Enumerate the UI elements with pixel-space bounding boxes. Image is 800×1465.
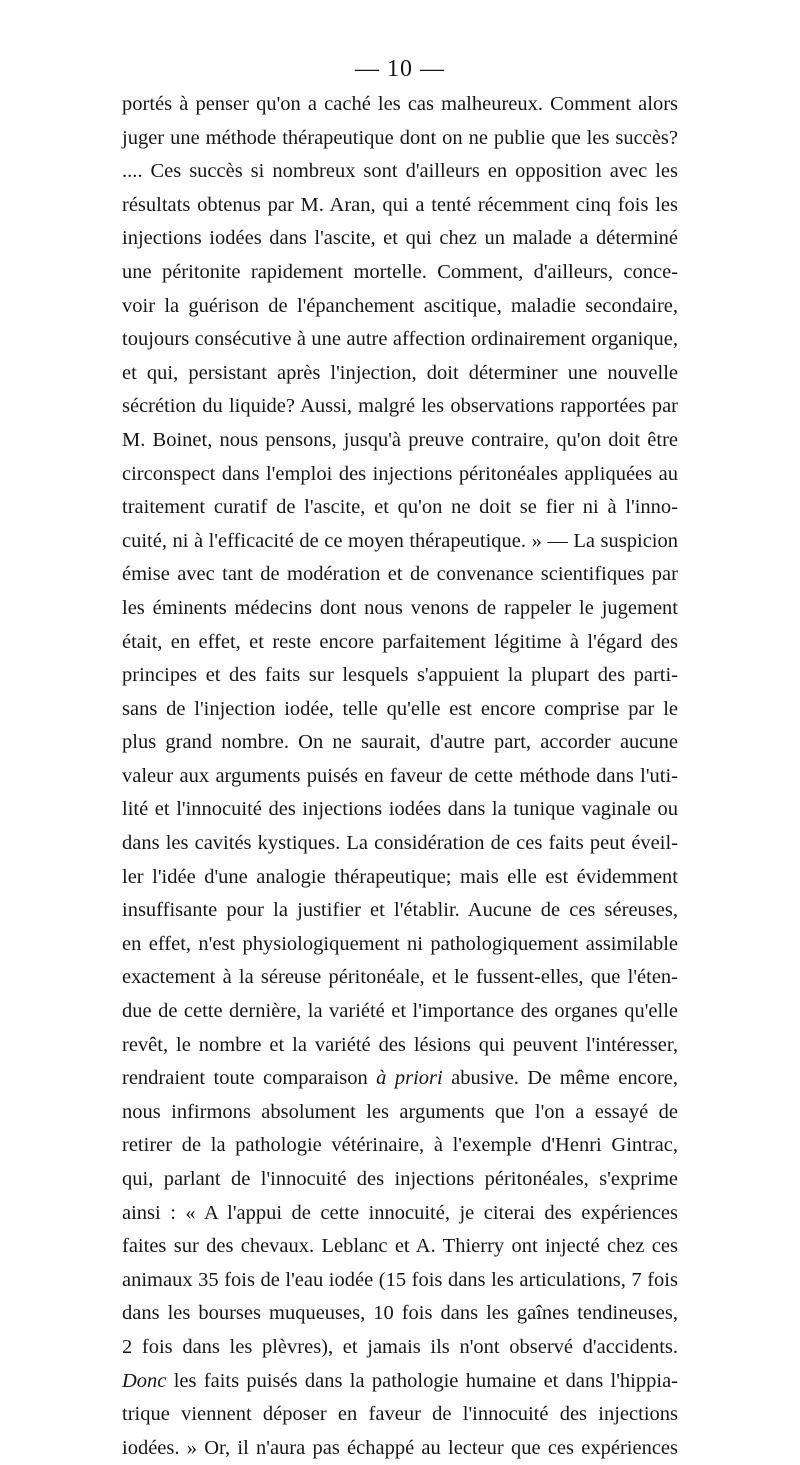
page-number: — 10 — (355, 56, 445, 82)
text-line: revêt, le nombre et la variété des lésions qui peuvent l'intéresser, (122, 1033, 678, 1056)
text-line: faites sur des chevaux. Leblanc et A. Thierry ont injecté chez ces (122, 1235, 678, 1258)
text-line: en effet, n'est physiologiquement ni pathologiquement assimilable (122, 932, 678, 955)
text-line: ler l'idée d'une analogie thérapeutique; mais elle est évidemment (122, 865, 678, 888)
text-line: traitement curatif de l'ascite, et qu'on ne doit se fier ni à l'inno- (122, 496, 678, 519)
text-line: était, en effet, et reste encore parfaitement légitime à l'égard des (122, 630, 678, 653)
text-line: trique viennent déposer en faveur de l'innocuité des injections (122, 1403, 678, 1426)
text-line: M. Boinet, nous pensons, jusqu'à preuve contraire, qu'on doit être (122, 428, 678, 451)
text-line: les éminents médecins dont nous venons de rappeler le jugement (122, 596, 678, 619)
text-line: 2 fois dans les plèvres), et jamais ils n'ont observé d'accidents. (122, 1335, 678, 1358)
text-line: toujours consécutive à une autre affection ordinairement organique, (122, 328, 678, 351)
text-line: dans les cavités kystiques. La considération de ces faits peut éveil- (122, 832, 678, 855)
text-line: plus grand nombre. On ne saurait, d'autre part, accorder aucune (122, 731, 678, 754)
text-line: sans de l'injection iodée, telle qu'elle est encore comprise par le (122, 697, 678, 720)
text-fragment: abusive. De même encore, (451, 1067, 678, 1090)
text-line: .... Ces succès si nombreux sont d'ailleurs en opposition avec les (122, 160, 678, 183)
body-text (122, 88, 678, 1465)
text-line: animaux 35 fois de l'eau iodée (15 fois dans les articulations, 7 fois (122, 1268, 678, 1291)
italic-phrase-a-priori: à priori (376, 1067, 443, 1090)
text-line: portés à penser qu'on a caché les cas malheureux. Comment alors (122, 93, 678, 115)
text-line: dans les bourses muqueuses, 10 fois dans les gaînes tendineuses, (122, 1302, 678, 1325)
text-line: principes et des faits sur lesquels s'appuient la plupart des parti- (122, 664, 678, 687)
text-line: injections iodées dans l'ascite, et qui chez un malade a déterminé (122, 227, 678, 250)
text-line: nous infirmons absolument les arguments que l'on a essayé de (122, 1100, 678, 1123)
text-line: voir la guérison de l'épanchement ascitique, maladie secondaire, (122, 294, 678, 317)
italic-word-donc: Donc (122, 1369, 167, 1392)
text-line: iodées. » Or, il n'aura pas échappé au lecteur que ces expériences (122, 1436, 678, 1459)
text-line: exactement à la séreuse péritonéale, et le fussent-elles, que l'éten- (122, 966, 678, 989)
text-line: une péritonite rapidement mortelle. Comment, d'ailleurs, conce- (122, 260, 678, 283)
text-line: sécrétion du liquide? Aussi, malgré les observations rapportées par (122, 395, 678, 418)
text-fragment: rendraient toute comparaison (122, 1067, 368, 1090)
text-line: résultats obtenus par M. Aran, qui a tenté récemment cinq fois les (122, 193, 678, 216)
text-line: insuffisante pour la justifier et l'établir. Aucune de ces séreuses, (122, 899, 678, 922)
text-line: retirer de la pathologie vétérinaire, à l'exemple d'Henri Gintrac, (122, 1134, 678, 1157)
text-line: juger une méthode thérapeutique dont on ne publie que les succès? (122, 126, 678, 149)
text-line: et qui, persistant après l'injection, doit déterminer une nouvelle (122, 361, 678, 384)
text-line: qui, parlant de l'innocuité des injections péritonéales, s'exprime (122, 1168, 678, 1190)
text-line: ainsi : « A l'appui de cette innocuité, je citerai des expériences (122, 1201, 678, 1224)
text-line-a-priori (122, 1062, 678, 1096)
text-line: circonspect dans l'emploi des injections péritonéales appliquées au (122, 462, 678, 485)
text-line: lité et l'innocuité des injections iodées dans la tunique vaginale ou (122, 798, 678, 821)
text-line: due de cette dernière, la variété et l'importance des organes qu'elle (122, 1000, 678, 1023)
text-line: valeur aux arguments puisés en faveur de cette méthode dans l'uti- (122, 764, 678, 787)
text-line-donc (122, 1365, 678, 1399)
text-line: cuité, ni à l'efficacité de ce moyen thérapeutique. » — La suspicion (122, 529, 678, 552)
text-fragment: les faits puisés dans la pathologie humaine et dans l'hippia- (173, 1369, 678, 1392)
text-line: émise avec tant de modération et de convenance scientifiques par (122, 563, 678, 586)
